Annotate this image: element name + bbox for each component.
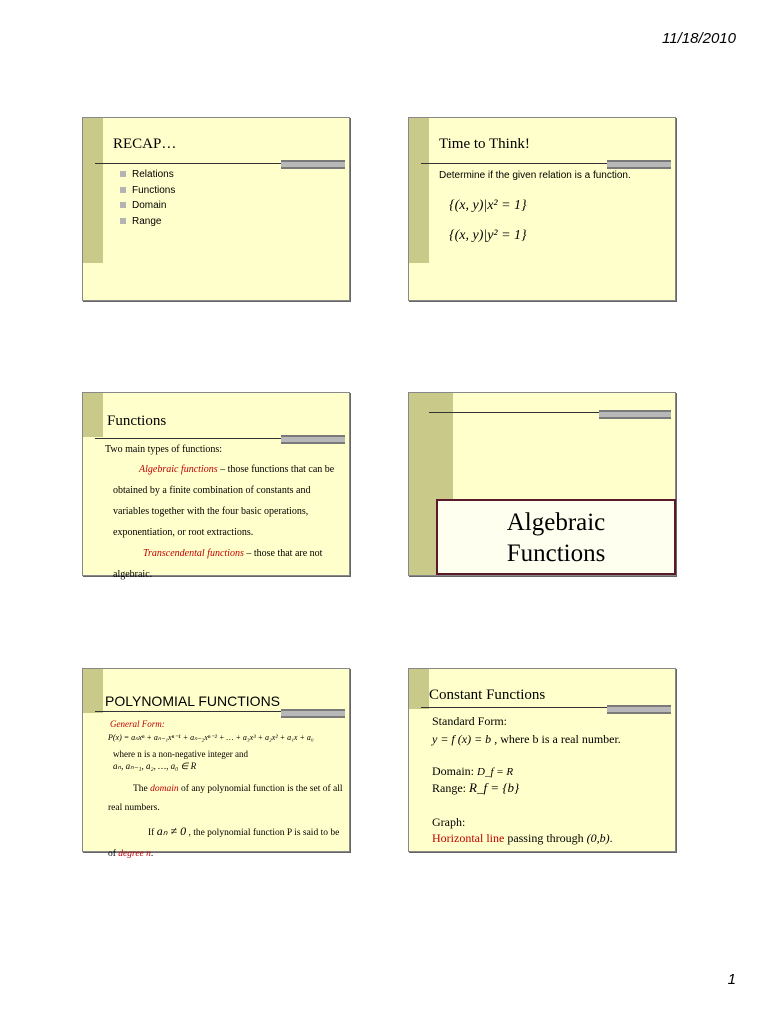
title-accent xyxy=(281,160,345,169)
list-item: Relations xyxy=(120,167,175,183)
graph-description xyxy=(432,831,613,846)
slide-sidebar xyxy=(83,393,103,437)
bullet-list xyxy=(120,167,175,229)
title-accent xyxy=(607,160,671,169)
slide-polynomial-functions xyxy=(82,668,350,859)
graph-tail: passing through xyxy=(504,831,587,845)
title-accent xyxy=(281,709,345,718)
header-date: 11/18/2010 xyxy=(662,30,736,47)
algebraic-term: Algebraic functions xyxy=(139,464,218,475)
algebraic-def-text: – those functions that can be obtained by a finite combination of constants and variables together with the four basic operations, exponentiation, or root extractions. xyxy=(113,464,335,538)
range-label: Range: xyxy=(432,781,466,795)
page-number: 1 xyxy=(727,971,736,988)
section-title-box xyxy=(436,499,676,575)
graph-label: Graph: xyxy=(432,815,466,829)
standard-form xyxy=(432,732,621,747)
slide-time-to-think xyxy=(408,117,676,301)
slide-recap xyxy=(82,117,350,301)
domain-line xyxy=(432,764,513,779)
slide-constant-functions xyxy=(408,668,676,852)
prompt-text: Determine if the given relation is a function. xyxy=(439,170,631,181)
polynomial-formula: P(x) = aₙxⁿ + aₙ₋₁xⁿ⁻¹ + aₙ₋₂xⁿ⁻² + … + a₃x³ + a₂x² + a₁x + a₀ xyxy=(108,733,314,742)
degree-if: If xyxy=(148,828,157,838)
domain-pre: The xyxy=(133,784,151,794)
range-equation: R_f = {b} xyxy=(469,780,520,795)
list-item: Domain xyxy=(120,198,175,214)
standard-equation: y = f (x) = b xyxy=(432,732,492,746)
slide-title: Time to Think! xyxy=(439,136,530,152)
domain-statement xyxy=(108,780,348,818)
graph-point: (0,b) xyxy=(586,831,610,845)
horizontal-line-term: Horizontal line xyxy=(432,831,505,845)
slide-title: POLYNOMIAL FUNCTIONS xyxy=(105,693,281,709)
slide-sidebar xyxy=(83,669,103,713)
where-text: where n is a non-negative integer and xyxy=(113,749,248,759)
relation-equation: {(x, y)|y² = 1} xyxy=(449,228,527,243)
slide-title: Constant Functions xyxy=(429,687,546,703)
domain-term: domain xyxy=(150,784,179,794)
slide-functions xyxy=(82,392,350,580)
intro-text: Two main types of functions: xyxy=(105,444,223,455)
list-item: Functions xyxy=(120,183,175,199)
relation-equation: {(x, y)|x² = 1} xyxy=(449,198,527,213)
title-accent xyxy=(607,705,671,714)
domain-label: Domain: xyxy=(432,764,474,778)
slide-title: RECAP… xyxy=(113,136,177,152)
range-line xyxy=(432,780,519,796)
domain-equation: D_f = R xyxy=(477,766,514,778)
degree-end: . xyxy=(150,849,154,859)
slide-title: Functions xyxy=(107,413,167,429)
degree-mid: , the polynomial function P is said to be of xyxy=(108,828,340,859)
standard-tail: , where b is a real number. xyxy=(491,732,621,746)
degree-term: degree n xyxy=(118,849,151,859)
slide-algebraic-functions xyxy=(408,392,676,576)
domain-post: of any polynomial function is the set of all real numbers. xyxy=(108,784,343,813)
section-title-line: Algebraic xyxy=(506,509,606,536)
list-item: Range xyxy=(120,214,175,230)
graph-end: . xyxy=(609,831,613,845)
transcendental-definition xyxy=(105,543,345,585)
functions-body xyxy=(105,441,345,585)
coefficients-text: aₙ, aₙ₋₁, a₂, …, a₀ ∈ R xyxy=(113,761,197,771)
transcendental-term: Transcendental functions xyxy=(143,548,244,559)
title-accent xyxy=(599,410,671,419)
slide-sidebar xyxy=(409,118,429,263)
standard-form-label: Standard Form: xyxy=(432,714,507,728)
transcendental-def-text: – those that are not algebraic. xyxy=(113,548,323,580)
general-form-label: General Form: xyxy=(110,719,165,729)
algebraic-definition xyxy=(105,459,345,543)
degree-condition: aₙ ≠ 0 xyxy=(156,824,187,838)
degree-statement xyxy=(108,821,348,865)
section-title-line: Functions xyxy=(506,540,606,567)
slide-sidebar xyxy=(83,118,103,263)
slide-sidebar xyxy=(409,669,429,709)
